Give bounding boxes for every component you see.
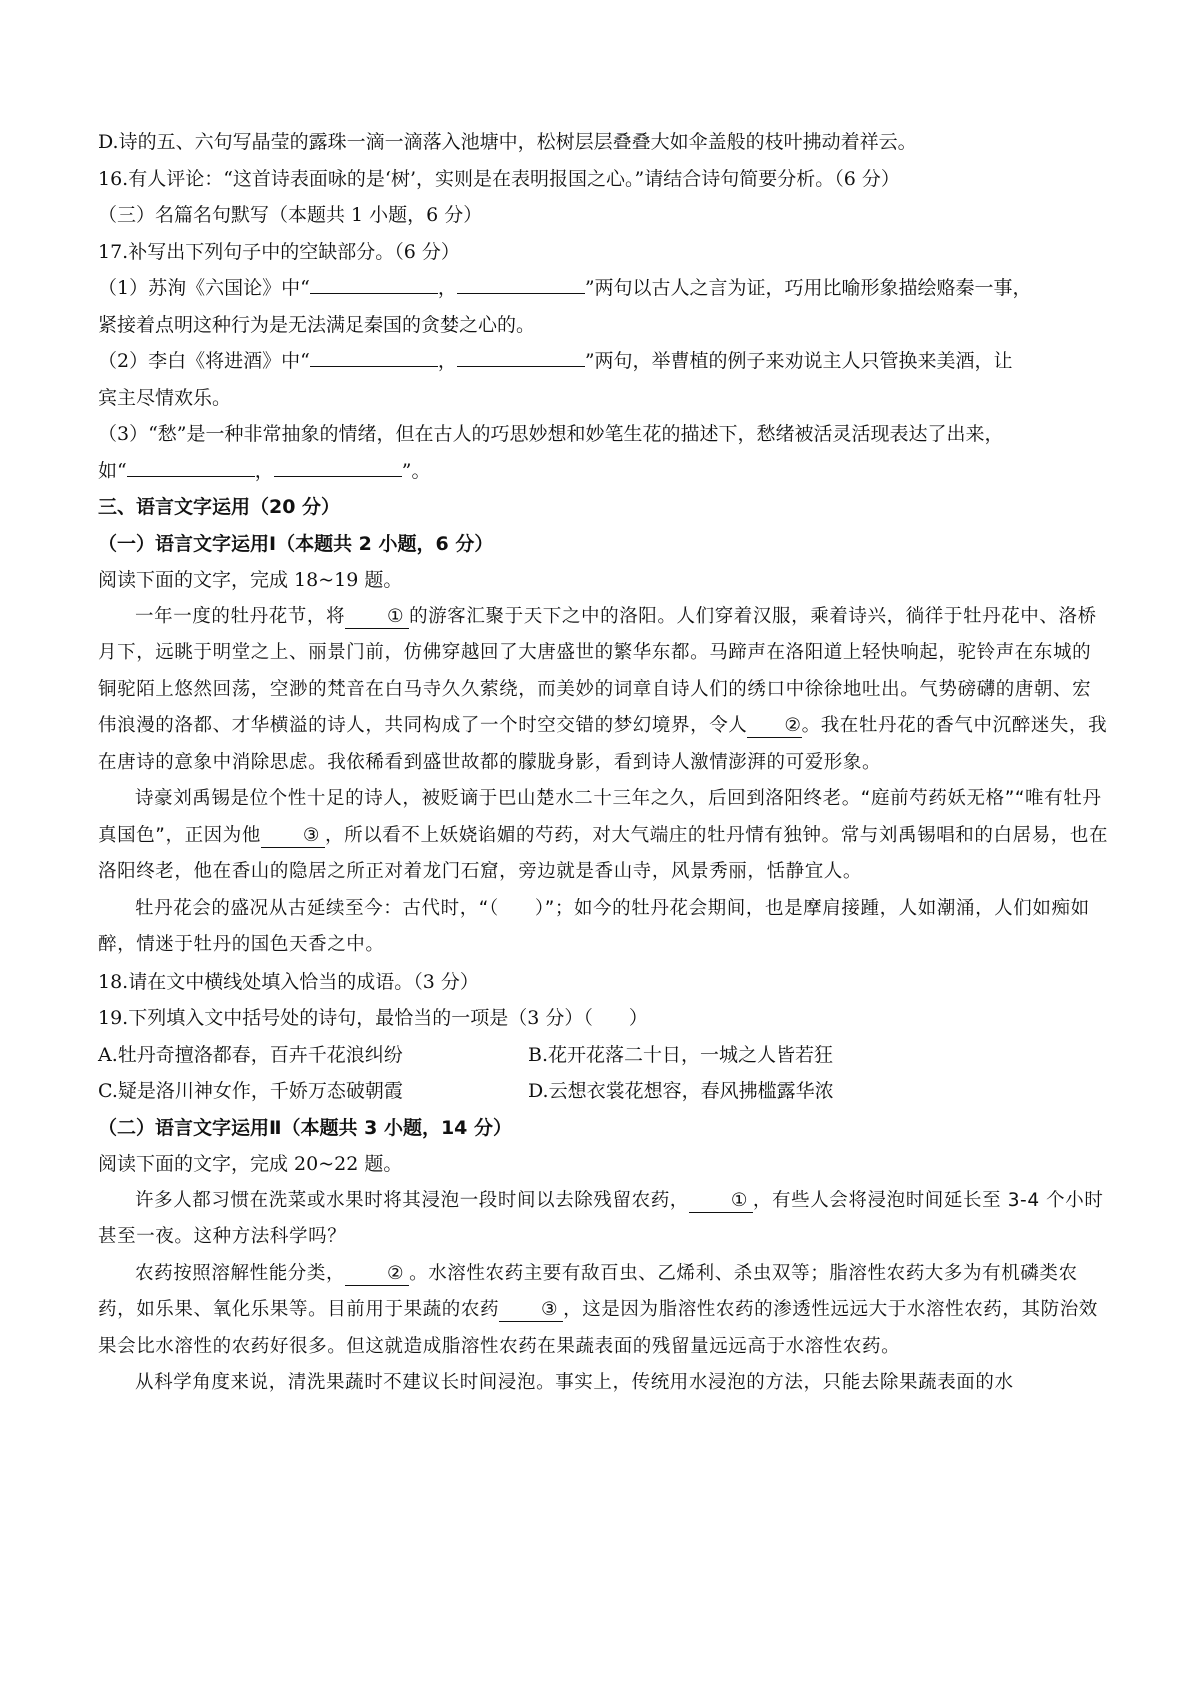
passage-1-paragraph-2: 诗豪刘禹锡是位个性十足的诗人，被贬谪于巴山楚水二十三年之久，后回到洛阳终老。“庭前芍药妖无格”“唯有牡丹真国色”，正因为他 ③ ，所以看不上妖娆谄媚的芍药，对大气端庄的牡丹情有独钟。常与刘禹锡唱和的白居易，也在洛阳终老，他在香山的隐居之所正对着龙门石窟，旁边就是香山寺，风景秀丽，恬静宜人。 [98, 788, 1109, 882]
answer-blank[interactable]: ③ [261, 825, 325, 848]
question-17-item-1-cont: 紧接着点明这种行为是无法满足秦国的贪婪之心的。 [98, 313, 536, 336]
exam-page [98, 124, 1110, 1402]
option-c[interactable]: C.疑是洛川神女作，千娇万态破朝霞 [98, 1080, 403, 1102]
question-17-item-3: （3）“愁”是一种非常抽象的情绪，但在古人的巧思妙想和妙笔生花的描述下，愁绪被活灵活现表达了出来， [98, 423, 1004, 445]
option-d-line: D.诗的五、六句写晶莹的露珠一滴一滴落入池塘中，松树层层叠叠大如伞盖般的枝叶拂动着祥云。 [98, 131, 917, 153]
answer-blank[interactable] [457, 293, 585, 294]
answer-blank[interactable] [457, 366, 585, 367]
answer-blank[interactable]: ③ [499, 1299, 563, 1322]
passage-1-paragraph-3: 牡丹花会的盛况从古延续至今：古代时，“（ ）”；如今的牡丹花会期间，也是摩肩接踵，人如潮涌，人们如痴如醉，情迷于牡丹的国色天香之中。 [98, 897, 1090, 955]
answer-blank[interactable]: ② [345, 1263, 409, 1286]
option-b[interactable]: B.花开花落二十日，一城之人皆若狂 [528, 1043, 834, 1066]
question-16: 16.有人评论：“这首诗表面咏的是‘树’，实则是在表明报国之心。”请结合诗句简要分析。（6 分） [98, 167, 900, 190]
answer-blank[interactable]: ① [345, 606, 409, 629]
answer-blank[interactable]: ② [747, 715, 801, 738]
question-19: 19.下列填入文中括号处的诗句，最恰当的一项是（3 分）（ ） [98, 1007, 648, 1029]
question-17-item-1: （1）苏洵《六国论》中“ ， ”两句以古人之言为证，巧用比喻形象描绘赂秦一事， [98, 277, 1032, 299]
answer-blank[interactable] [310, 293, 438, 294]
passage-2-paragraph-3: 从科学角度来说，清洗果蔬时不建议长时间浸泡。事实上，传统用水浸泡的方法，只能去除果蔬表面的水 [135, 1372, 1014, 1393]
answer-blank[interactable] [274, 476, 402, 477]
part-heading-language-use: 三、语言文字运用（20 分） [98, 496, 341, 518]
options-row-2 [98, 1073, 1110, 1110]
question-17-item-2-cont: 宾主尽情欢乐。 [98, 386, 232, 409]
question-17-item-3-cont: 如“ ， ”。 [98, 459, 431, 482]
question-17: 17.补写出下列句子中的空缺部分。（6 分） [98, 240, 460, 263]
question-17-item-2: （2）李白《将进酒》中“ ， ”两句，举曹植的例子来劝说主人只管换来美酒，让 [98, 350, 1013, 372]
passage-2-paragraph-2: 农药按照溶解性能分类， ② 。水溶性农药主要有敌百虫、乙烯利、杀虫双等；脂溶性农药大多为有机磷类农药，如乐果、氧化乐果等。目前用于果蔬的农药 ③ ，这是因为脂溶性农药的渗透性远远大于水溶性农药，其防治效果会比水溶性的农药好很多。但这就造成脂溶性农药在果蔬表面的残留量远远高于水溶性农药。 [98, 1262, 1098, 1357]
answer-blank[interactable] [127, 476, 255, 477]
reading-instruction-2: 阅读下面的文字，完成 20~22 题。 [98, 1153, 403, 1175]
answer-blank[interactable]: ① [689, 1190, 753, 1213]
subsection-heading-1: （一）语言文字运用Ⅰ（本题共 2 小题，6 分） [98, 532, 494, 555]
section-heading-recitation: （三）名篇名句默写（本题共 1 小题，6 分） [98, 204, 483, 226]
question-18: 18.请在文中横线处填入恰当的成语。（3 分） [98, 970, 479, 993]
reading-instruction-1: 阅读下面的文字，完成 18~19 题。 [98, 569, 403, 591]
options-row-1 [98, 1037, 1110, 1074]
answer-blank[interactable] [310, 366, 438, 367]
passage-2-paragraph-1: 许多人都习惯在洗菜或水果时将其浸泡一段时间以去除残留农药， ① ，有些人会将浸泡时间延长至 3-4 个小时甚至一夜。这种方法科学吗？ [98, 1189, 1104, 1247]
subsection-heading-2: （二）语言文字运用Ⅱ（本题共 3 小题，14 分） [98, 1116, 513, 1139]
passage-1-paragraph-1: 一年一度的牡丹花节，将 ① 的游客汇聚于天下之中的洛阳。人们穿着汉服，乘着诗兴，徜徉于牡丹花中、洛桥月下，远眺于明堂之上、丽景门前，仿佛穿越回了大唐盛世的繁华东都。马蹄声在洛阳道上轻快响起，驼铃声在东城的铜驼陌上悠然回荡，空渺的梵音在白马寺久久萦绕，而美妙的词章自诗人们的绣口中徐徐地吐出。气势磅礴的唐朝、宏伟浪漫的洛都、才华横溢的诗人，共同构成了一个时空交错的梦幻境界，令人 ②。我在牡丹花的香气中沉醉迷失，我在唐诗的意象中消除思虑。我依稀看到盛世故都的朦胧身影，看到诗人激情澎湃的可爱形象。 [98, 605, 1108, 773]
option-a[interactable]: A.牡丹奇擅洛都春，百卉千花浪纠纷 [98, 1043, 403, 1066]
option-d[interactable]: D.云想衣裳花想容，春风拂槛露华浓 [528, 1080, 834, 1102]
